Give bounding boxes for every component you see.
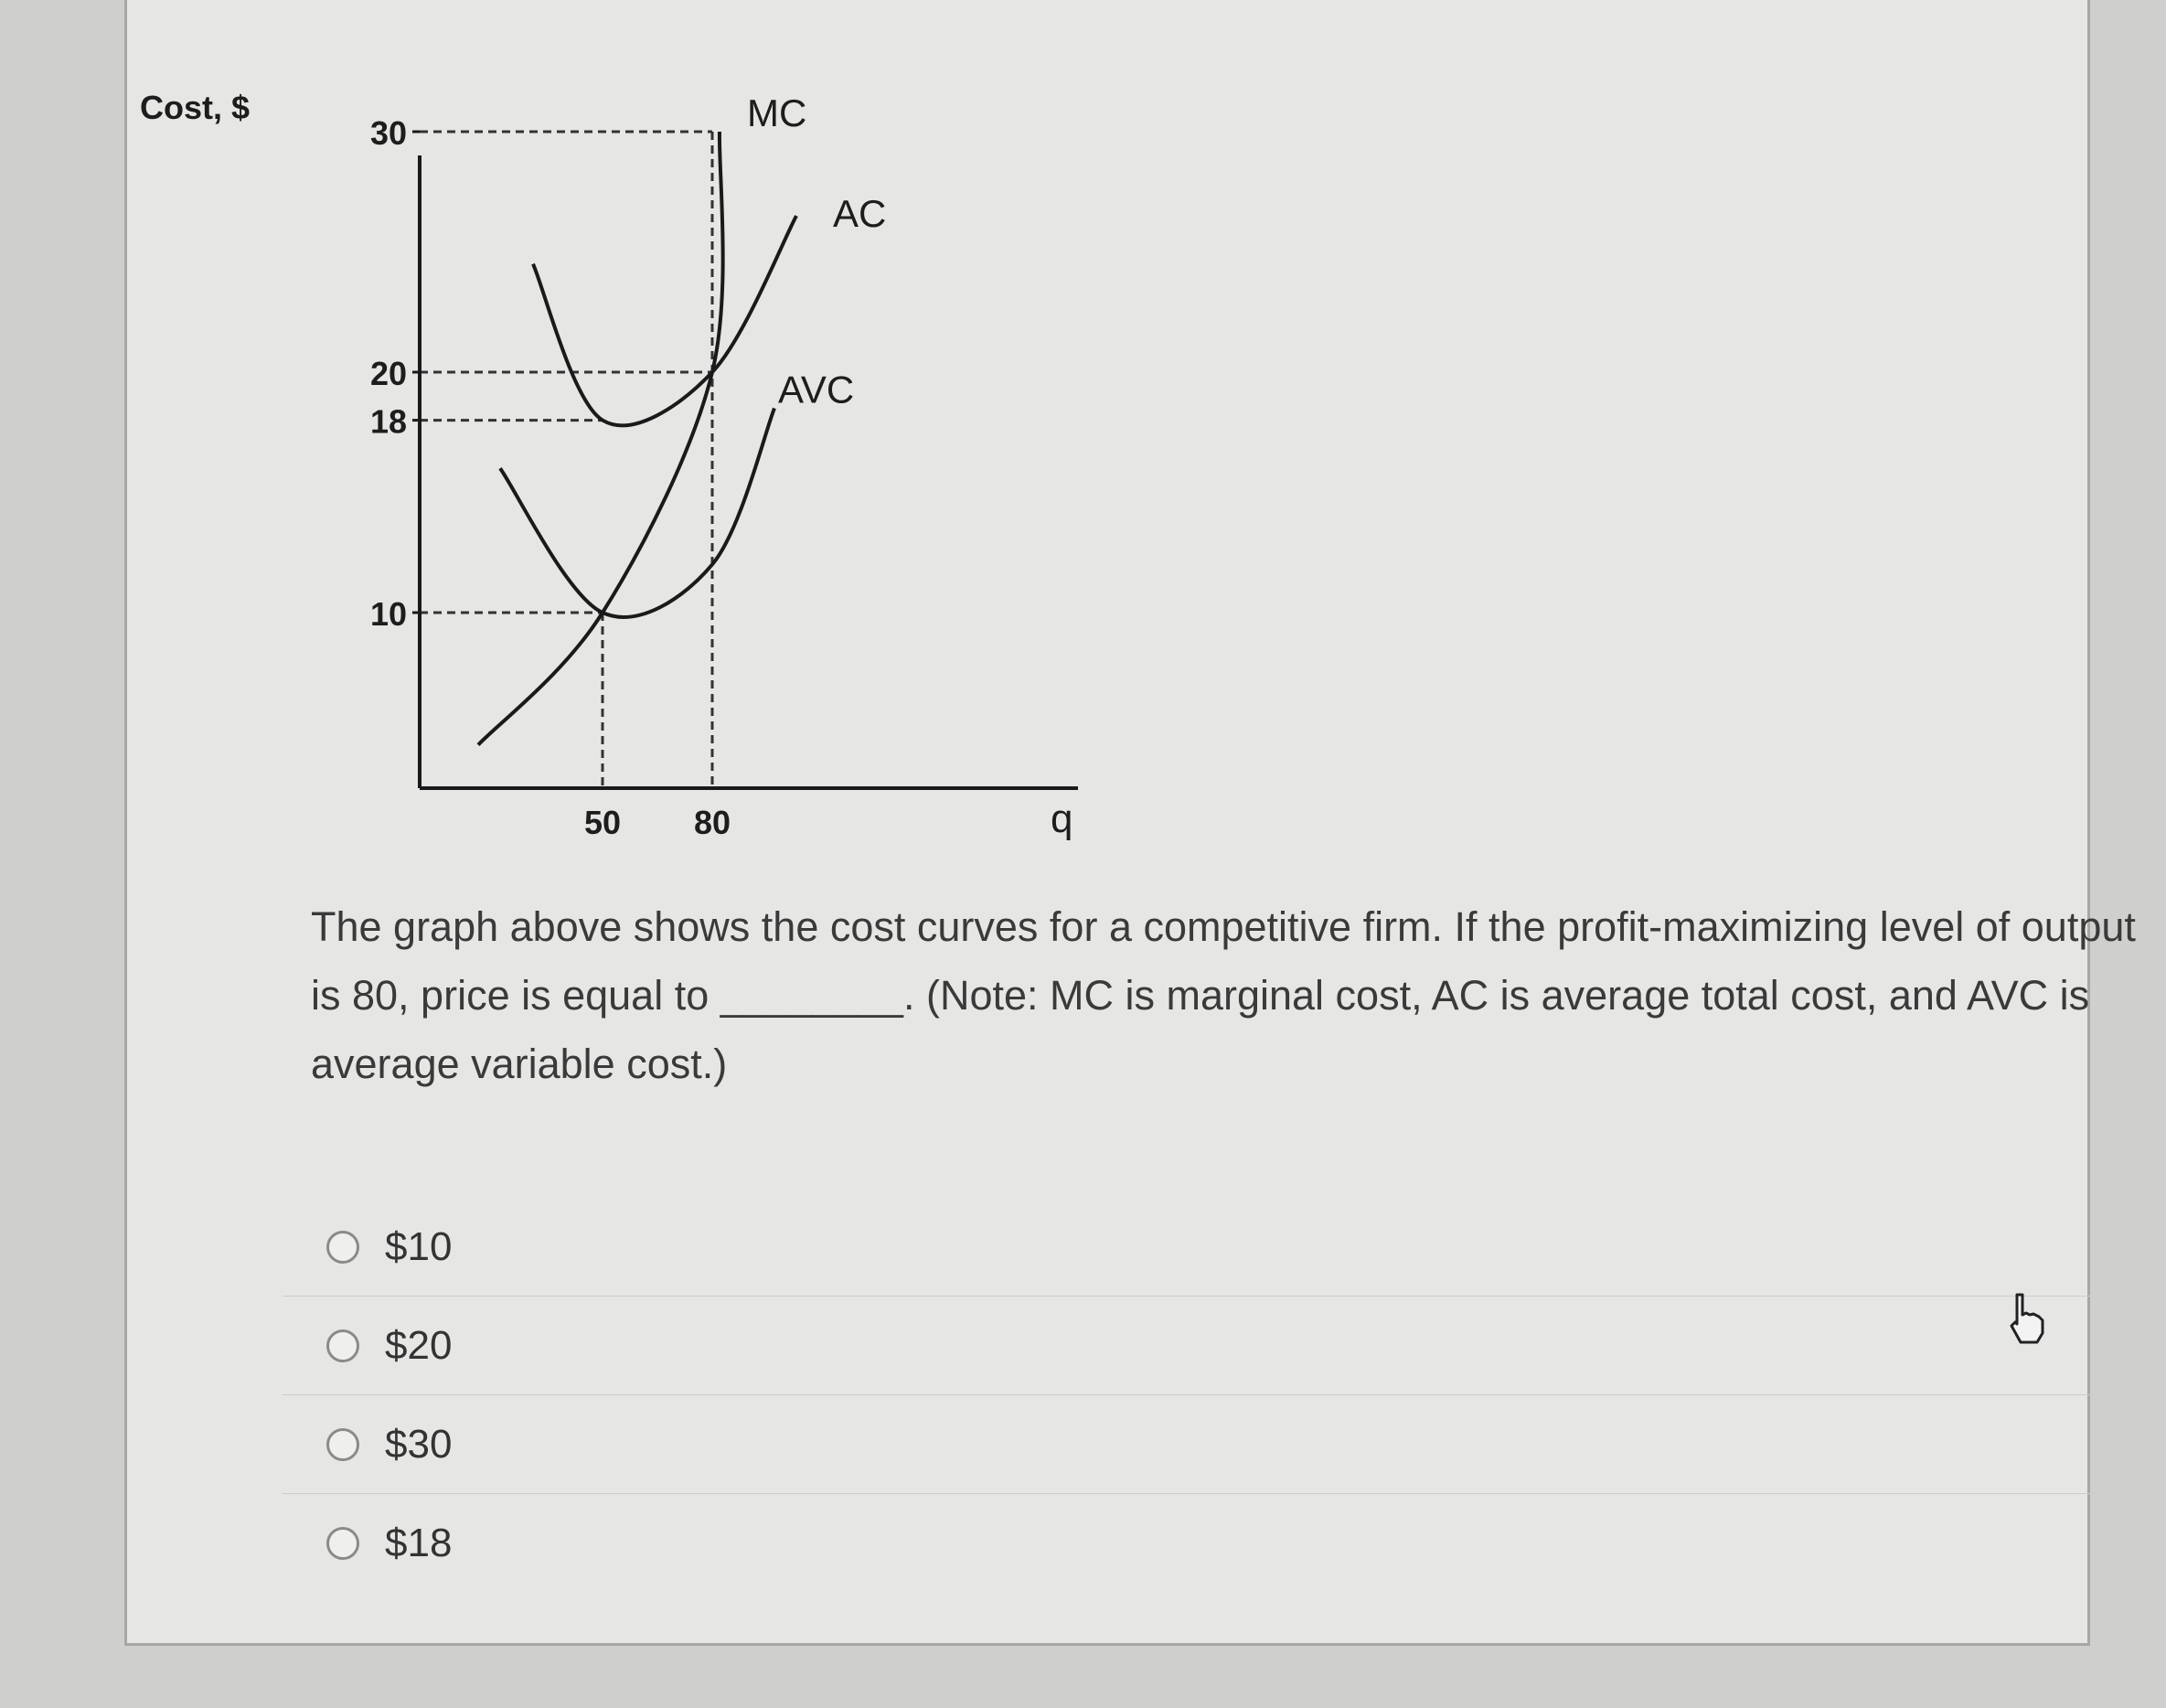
pointer-hand-icon [2006, 1289, 2052, 1346]
curve-avc [500, 408, 774, 616]
curve-ac [533, 216, 796, 425]
y-axis-label: Cost, $ [140, 89, 251, 126]
cost-curves [478, 91, 886, 745]
option-20[interactable] [283, 1297, 2166, 1395]
y-tick-label: 20 [369, 355, 407, 392]
option-18[interactable] [283, 1494, 2166, 1593]
question-card [124, 0, 2136, 1646]
curve-label-ac: AC [833, 192, 887, 236]
curve-label-mc: MC [747, 91, 807, 134]
option-label: $18 [385, 1521, 453, 1565]
x-axis-label: q [1051, 796, 1073, 841]
guide-lines [420, 132, 712, 788]
axes [420, 155, 1078, 788]
option-label: $10 [385, 1223, 453, 1269]
radio-circle-icon[interactable] [326, 1329, 359, 1362]
x-ticks [584, 804, 731, 841]
curve-label-avc: AVC [778, 368, 855, 411]
x-tick-label: 80 [693, 804, 731, 841]
y-tick-label: 10 [369, 595, 407, 633]
radio-circle-icon[interactable] [326, 1527, 359, 1560]
option-label: $20 [385, 1322, 453, 1368]
y-tick-label: 18 [369, 402, 407, 441]
answer-options [283, 1198, 2166, 1593]
radio-circle-icon[interactable] [326, 1428, 359, 1461]
option-10[interactable] [283, 1198, 2166, 1297]
x-tick-label: 50 [583, 804, 622, 841]
y-tick-label: 30 [369, 114, 407, 152]
radio-circle-icon[interactable] [326, 1231, 359, 1264]
curve-mc [478, 132, 723, 745]
option-30[interactable] [283, 1395, 2166, 1494]
option-label: $30 [385, 1421, 453, 1467]
question-text: The graph above shows the cost curves for a competitive firm. If the profit-maximizing level of output is 80, price is equal to ________. (Note: MC is marginal cost, AC is average total cost, and AVC is average variable cost.) [311, 903, 2136, 1087]
y-ticks [370, 114, 420, 633]
cost-curves-chart [140, 82, 1087, 850]
